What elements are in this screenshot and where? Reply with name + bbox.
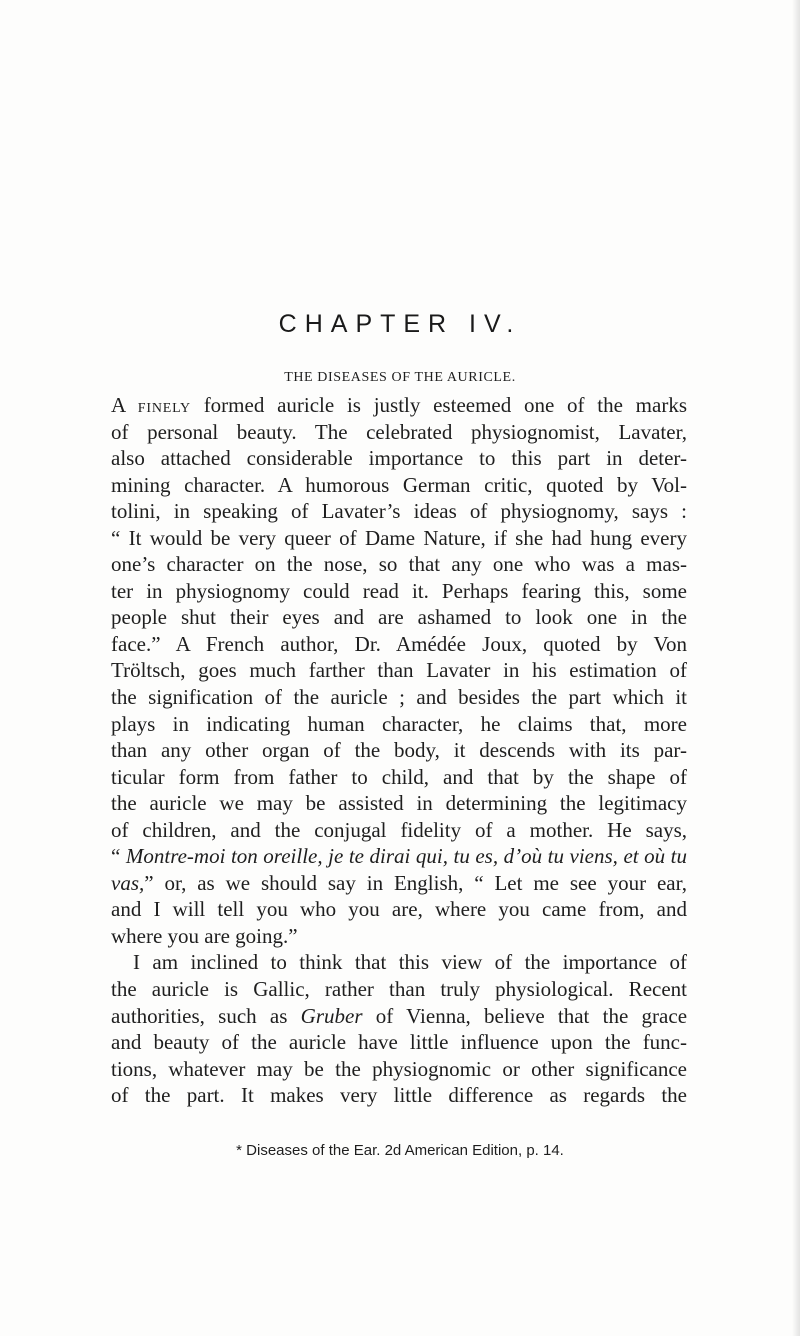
text-line	[111, 1003, 687, 1030]
french-quote-end: vas,	[111, 870, 145, 895]
text-line: plays in indicating human character, he claims that, more	[111, 711, 687, 736]
text-line: the auricle is Gallic, rather than truly physiological. Recent	[111, 977, 687, 1002]
text-fragment: formed auricle is justly esteemed one of the marks	[203, 393, 687, 417]
text-line: of the part. It makes very little difference as regards the	[111, 1083, 687, 1108]
text-line: and I will tell you who you are, where you came from, and	[111, 897, 687, 922]
text-line: face.” A French author, Dr. Amédée Joux, quoted by Von	[111, 631, 687, 656]
text-line: people shut their eyes and are ashamed to look one in the	[111, 605, 687, 630]
text-line: tolini, in speaking of Lavater’s ideas of physiognomy, says :	[111, 499, 687, 524]
text-fragment: ” or, as we should say in English, “ Let me see your ear,	[144, 870, 687, 895]
dropcap: A	[111, 393, 126, 417]
text-line: of personal beauty. The celebrated physiognomist, Lavater,	[111, 419, 687, 444]
small-caps-word: FINELY	[137, 401, 191, 416]
page-edge-shadow	[792, 0, 800, 1336]
text-line: than any other organ of the body, it descends with its par-	[111, 738, 687, 763]
quote-open-mark: “	[111, 844, 121, 869]
text-line: ter in physiognomy could read it. Perhaps fearing this, some	[111, 578, 687, 603]
text-line: Tröltsch, goes much farther than Lavater in his estimation of	[111, 658, 687, 683]
text-line: tions, whatever may be the physiognomic or other significance	[111, 1056, 687, 1081]
text-line	[111, 870, 687, 897]
text-line: and beauty of the auricle have little influence upon the func-	[111, 1030, 687, 1055]
text-line: the auricle we may be assisted in determining the legitimacy	[111, 791, 687, 816]
french-quote: Montre-moi ton oreille, je te dirai qui, tu es, d’où tu viens, et où tu	[125, 844, 687, 869]
text-line: also attached considerable importance to this part in deter-	[111, 446, 687, 471]
text-line: I am inclined to think that this view of the importance of	[133, 950, 687, 975]
text-line: ticular form from father to child, and that by the shape of	[111, 764, 687, 789]
text-line: “ It would be very queer of Dame Nature, if she had hung every	[111, 525, 687, 550]
section-title: THE DISEASES OF THE AURICLE.	[284, 370, 516, 385]
text-line: one’s character on the nose, so that any one who was a mas-	[111, 552, 687, 577]
text-line: mining character. A humorous German critic, quoted by Vol-	[111, 472, 687, 497]
text-fragment: of Vienna, believe that the grace	[375, 1003, 687, 1028]
body-text	[111, 392, 687, 1109]
text-line: where you are going.”	[111, 923, 298, 948]
text-line: the signification of the auricle ; and besides the part which it	[111, 685, 687, 710]
footnote: * Diseases of the Ear. 2d American Edition, p. 14.	[236, 1142, 564, 1159]
text-fragment: authorities, such as	[111, 1003, 288, 1028]
text-line	[111, 392, 687, 419]
gruber-name: Gruber	[300, 1003, 363, 1028]
text-line: of children, and the conjugal fidelity of a mother. He says,	[111, 817, 687, 842]
text-line	[111, 843, 687, 870]
chapter-title: CHAPTER IV.	[278, 310, 522, 338]
